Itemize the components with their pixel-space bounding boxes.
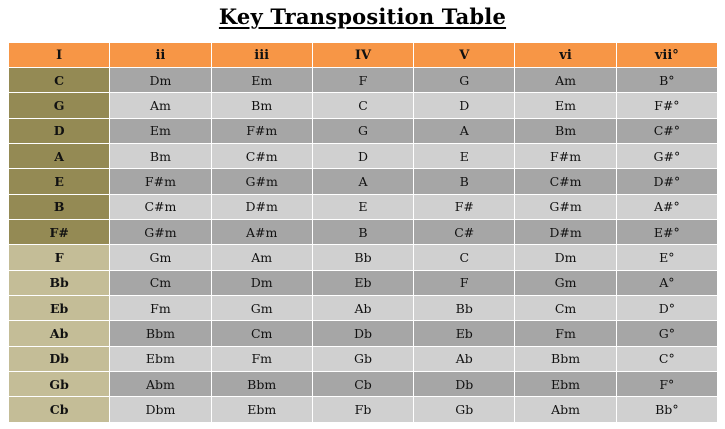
chord-cell-iii: Cm (211, 321, 312, 346)
chord-cell-iii: Fm (211, 346, 312, 371)
chord-cell-vii-dim: E#° (616, 220, 717, 245)
chord-cell-ii: Dbm (110, 397, 211, 422)
chord-cell-ii: Bm (110, 144, 211, 169)
table-row (9, 220, 718, 245)
table-row (9, 372, 718, 397)
chord-cell-ii: Em (110, 118, 211, 143)
key-cell: Eb (9, 296, 110, 321)
column-header-vi: vi (515, 43, 616, 68)
chord-cell-V: A (414, 118, 515, 143)
chord-cell-V: C (414, 245, 515, 270)
column-header-vii-dim: vii° (616, 43, 717, 68)
chord-cell-vi: D#m (515, 220, 616, 245)
chord-cell-V: E (414, 144, 515, 169)
table-row (9, 118, 718, 143)
chord-cell-vi: C#m (515, 169, 616, 194)
key-cell: E (9, 169, 110, 194)
chord-cell-ii: F#m (110, 169, 211, 194)
chord-cell-ii: Dm (110, 68, 211, 93)
table-row (9, 194, 718, 219)
chord-cell-ii: Fm (110, 296, 211, 321)
table-body (9, 68, 718, 423)
chord-cell-vii-dim: B° (616, 68, 717, 93)
key-cell: F# (9, 220, 110, 245)
chord-cell-vi: Abm (515, 397, 616, 422)
chord-cell-iii: D#m (211, 194, 312, 219)
chord-cell-IV: F (312, 68, 413, 93)
chord-cell-ii: Cm (110, 270, 211, 295)
chord-cell-iii: Am (211, 245, 312, 270)
chord-cell-vi: Em (515, 93, 616, 118)
chord-cell-vi: Fm (515, 321, 616, 346)
chord-cell-vii-dim: E° (616, 245, 717, 270)
table-row (9, 270, 718, 295)
chord-cell-IV: Db (312, 321, 413, 346)
table-row (9, 296, 718, 321)
chord-cell-vii-dim: F#° (616, 93, 717, 118)
table-row (9, 245, 718, 270)
key-cell: Gb (9, 372, 110, 397)
chord-cell-IV: A (312, 169, 413, 194)
table-row (9, 346, 718, 371)
chord-cell-iii: A#m (211, 220, 312, 245)
chord-cell-iii: G#m (211, 169, 312, 194)
chord-cell-IV: Cb (312, 372, 413, 397)
chord-cell-vi: Bbm (515, 346, 616, 371)
chord-cell-V: B (414, 169, 515, 194)
chord-cell-IV: C (312, 93, 413, 118)
chord-cell-ii: C#m (110, 194, 211, 219)
key-cell: A (9, 144, 110, 169)
table-row (9, 93, 718, 118)
column-header-ii: ii (110, 43, 211, 68)
chord-cell-vii-dim: Bb° (616, 397, 717, 422)
table-row (9, 68, 718, 93)
chord-cell-ii: Gm (110, 245, 211, 270)
key-cell: Bb (9, 270, 110, 295)
chord-cell-vii-dim: C#° (616, 118, 717, 143)
key-cell: F (9, 245, 110, 270)
key-cell: Ab (9, 321, 110, 346)
chord-cell-ii: Abm (110, 372, 211, 397)
chord-cell-V: C# (414, 220, 515, 245)
chord-cell-vii-dim: A#° (616, 194, 717, 219)
chord-cell-vi: Am (515, 68, 616, 93)
chord-cell-vi: Bm (515, 118, 616, 143)
chord-cell-iii: Bbm (211, 372, 312, 397)
chord-cell-vii-dim: C° (616, 346, 717, 371)
chord-cell-V: Eb (414, 321, 515, 346)
chord-cell-V: Ab (414, 346, 515, 371)
key-cell: G (9, 93, 110, 118)
chord-cell-vi: Ebm (515, 372, 616, 397)
chord-cell-ii: G#m (110, 220, 211, 245)
chord-cell-iii: Gm (211, 296, 312, 321)
chord-cell-IV: D (312, 144, 413, 169)
chord-cell-IV: B (312, 220, 413, 245)
chord-cell-IV: Fb (312, 397, 413, 422)
chord-cell-V: F# (414, 194, 515, 219)
chord-cell-iii: Ebm (211, 397, 312, 422)
chord-cell-ii: Am (110, 93, 211, 118)
column-header-iii: iii (211, 43, 312, 68)
chord-cell-V: F (414, 270, 515, 295)
chord-cell-iii: C#m (211, 144, 312, 169)
chord-cell-V: G (414, 68, 515, 93)
table-row (9, 169, 718, 194)
chord-cell-vii-dim: D#° (616, 169, 717, 194)
key-cell: Cb (9, 397, 110, 422)
page-title: Key Transposition Table (218, 4, 507, 29)
chord-cell-vii-dim: A° (616, 270, 717, 295)
table-row (9, 321, 718, 346)
chord-cell-vi: Gm (515, 270, 616, 295)
chord-cell-iii: Em (211, 68, 312, 93)
table-row (9, 397, 718, 422)
chord-cell-IV: E (312, 194, 413, 219)
column-header-IV: IV (312, 43, 413, 68)
chord-cell-V: D (414, 93, 515, 118)
chord-cell-IV: Gb (312, 346, 413, 371)
key-cell: C (9, 68, 110, 93)
chord-cell-iii: Dm (211, 270, 312, 295)
chord-cell-vi: F#m (515, 144, 616, 169)
chord-cell-IV: Bb (312, 245, 413, 270)
chord-cell-vi: Cm (515, 296, 616, 321)
chord-cell-ii: Ebm (110, 346, 211, 371)
chord-cell-vii-dim: D° (616, 296, 717, 321)
chord-cell-iii: F#m (211, 118, 312, 143)
column-header-V: V (414, 43, 515, 68)
chord-cell-vi: Dm (515, 245, 616, 270)
chord-cell-V: Bb (414, 296, 515, 321)
column-header-I: I (9, 43, 110, 68)
key-cell: B (9, 194, 110, 219)
chord-cell-ii: Bbm (110, 321, 211, 346)
chord-cell-V: Db (414, 372, 515, 397)
table-row (9, 144, 718, 169)
chord-cell-IV: Ab (312, 296, 413, 321)
chord-cell-vi: G#m (515, 194, 616, 219)
chord-cell-IV: G (312, 118, 413, 143)
chord-cell-IV: Eb (312, 270, 413, 295)
header-row (9, 43, 718, 68)
transposition-table (8, 42, 718, 423)
chord-cell-iii: Bm (211, 93, 312, 118)
chord-cell-vii-dim: G#° (616, 144, 717, 169)
chord-cell-V: Gb (414, 397, 515, 422)
key-cell: Db (9, 346, 110, 371)
key-cell: D (9, 118, 110, 143)
chord-cell-vii-dim: G° (616, 321, 717, 346)
chord-cell-vii-dim: F° (616, 372, 717, 397)
